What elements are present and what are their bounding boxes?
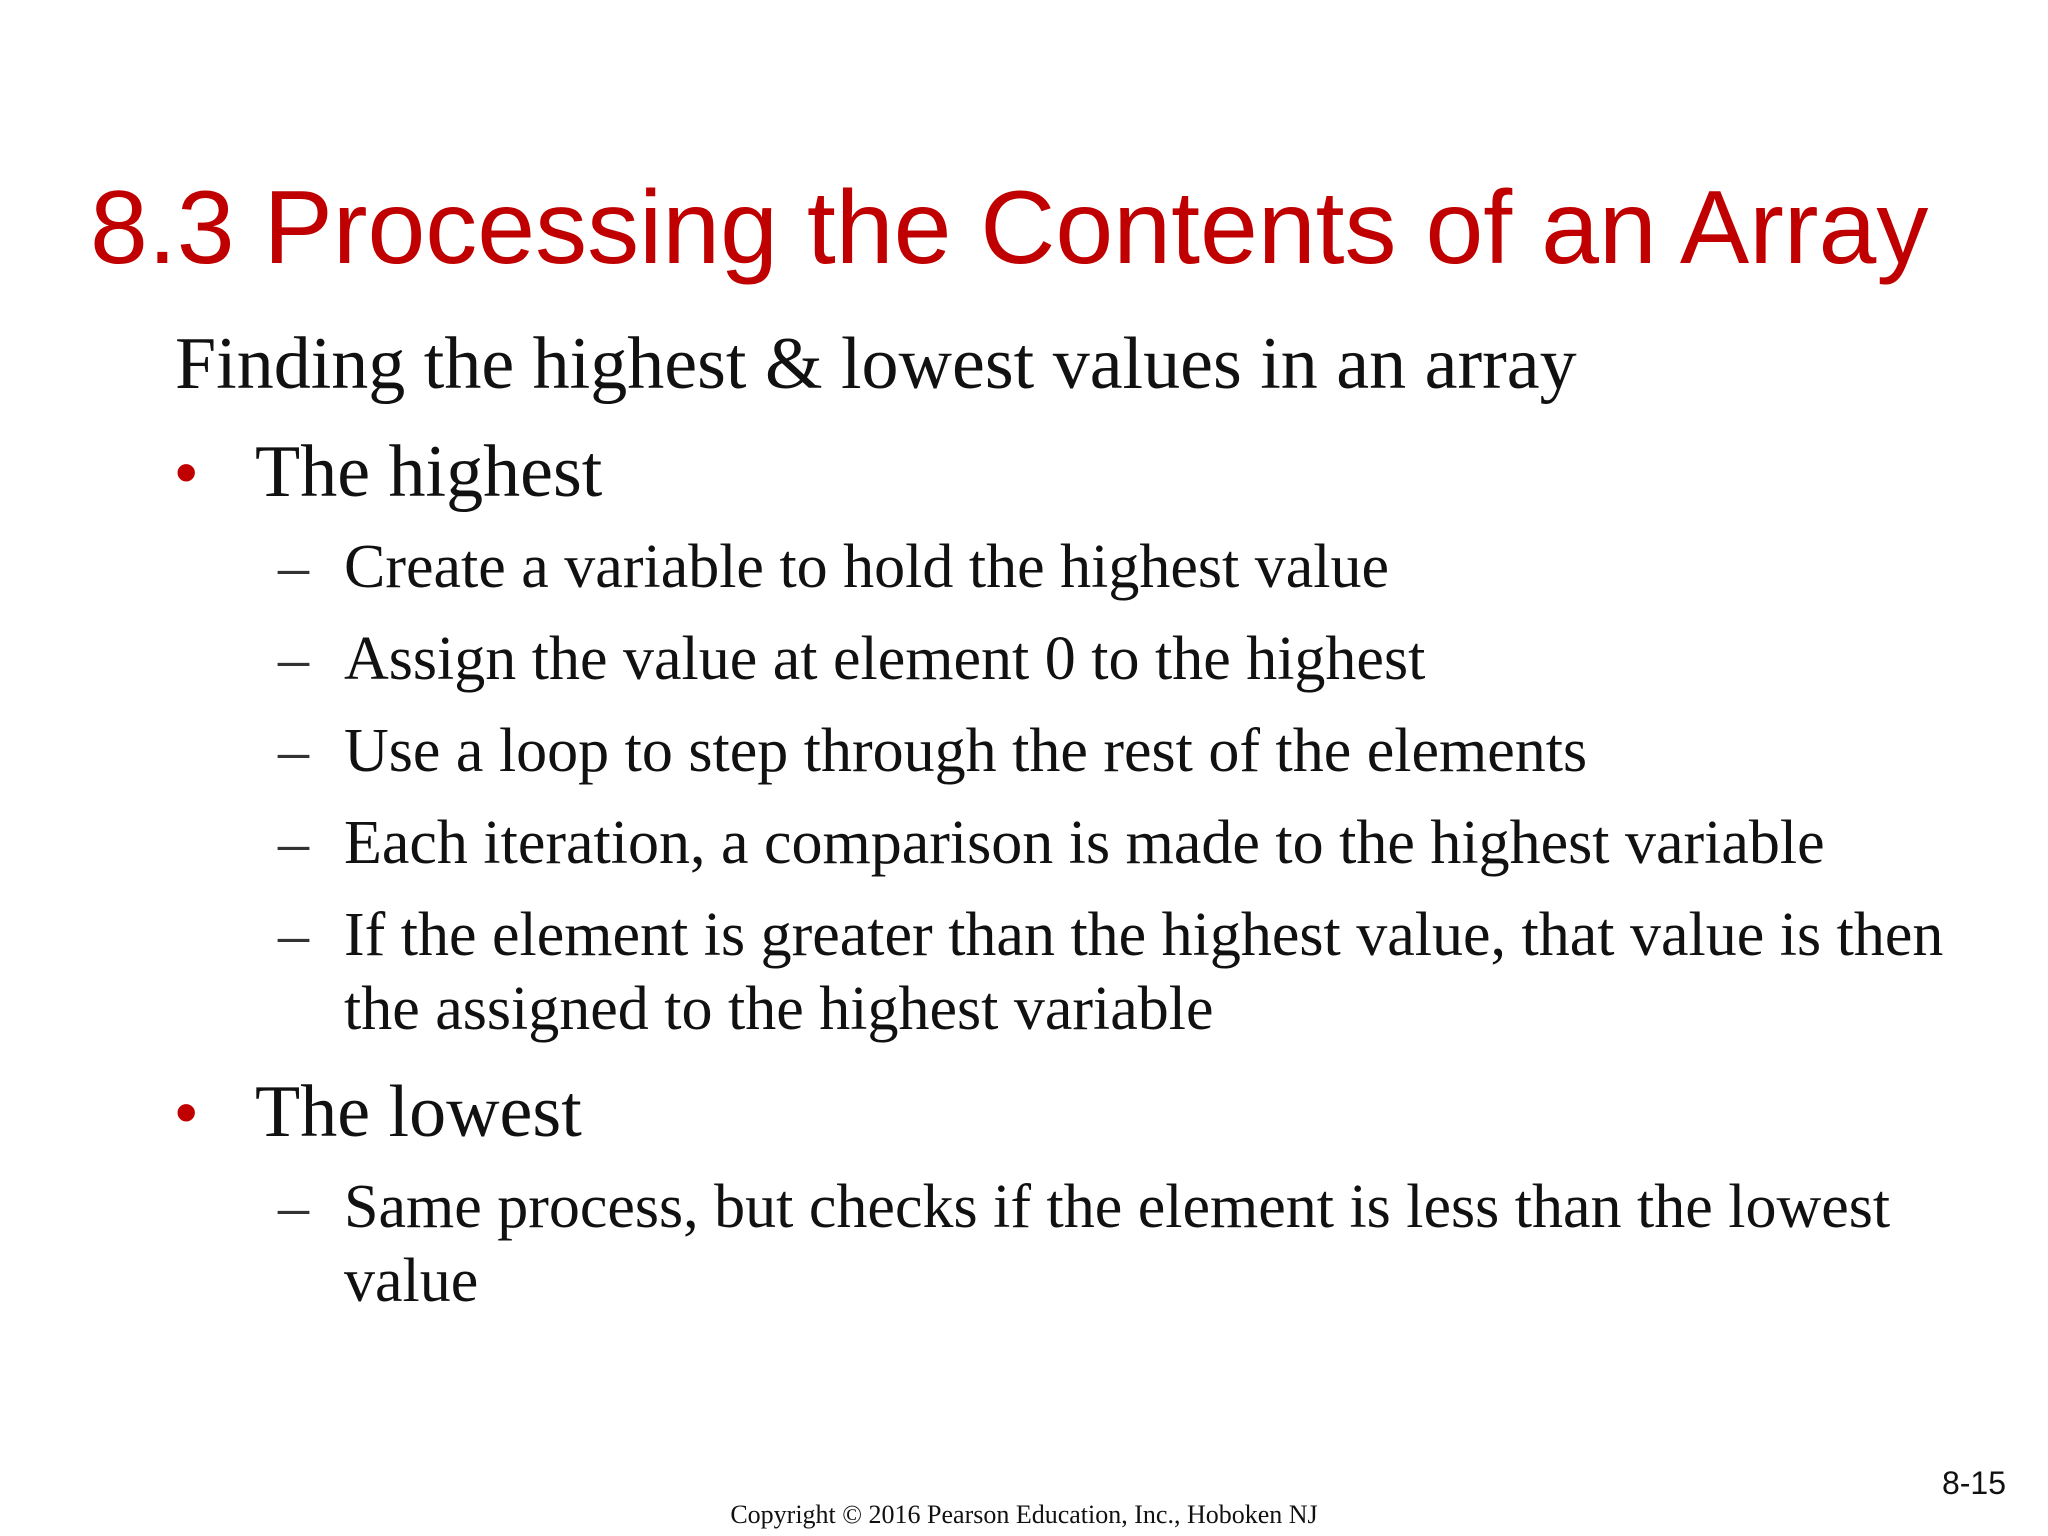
subitem-text: Assign the value at element 0 to the highest <box>344 625 1426 693</box>
dash-icon: – <box>278 1173 309 1241</box>
dash-icon: – <box>278 809 309 877</box>
dash-icon: – <box>278 625 309 693</box>
dash-icon: – <box>278 901 309 969</box>
subitem-loop <box>278 714 2018 788</box>
subitem-text: Create a variable to hold the highest value <box>344 533 1390 601</box>
dash-icon: – <box>278 717 309 785</box>
subitem-assign-if-greater <box>278 898 2018 1046</box>
subitem-text: Use a loop to step through the rest of the elements <box>344 717 1588 785</box>
subitem-comparison <box>278 806 2018 880</box>
bullet-dot-icon: • <box>175 1076 198 1148</box>
slide-title: 8.3 Processing the Contents of an Array <box>90 170 1929 286</box>
dash-icon: – <box>278 533 309 601</box>
bullet-dot-icon: • <box>175 436 198 508</box>
subitem-same-process <box>278 1170 2018 1318</box>
intro-text: Finding the highest & lowest values in an array <box>175 323 1577 405</box>
subitem-text: Each iteration, a comparison is made to the highest variable <box>344 809 1825 877</box>
page-number: 8-15 <box>1941 1465 2006 1501</box>
bullet-label: The highest <box>255 431 603 513</box>
subitem-text: If the element is greater than the highest value, that value is then the assigned to the highest variable <box>344 901 1944 1043</box>
copyright-notice: Copyright © 2016 Pearson Education, Inc., Hoboken NJ <box>730 1500 1318 1529</box>
bullet-label: The lowest <box>255 1071 582 1153</box>
subitem-assign-element-zero <box>278 622 2018 696</box>
subitem-text: Same process, but checks if the element is less than the lowest value <box>344 1173 1891 1315</box>
subitem-create-variable <box>278 530 2018 604</box>
